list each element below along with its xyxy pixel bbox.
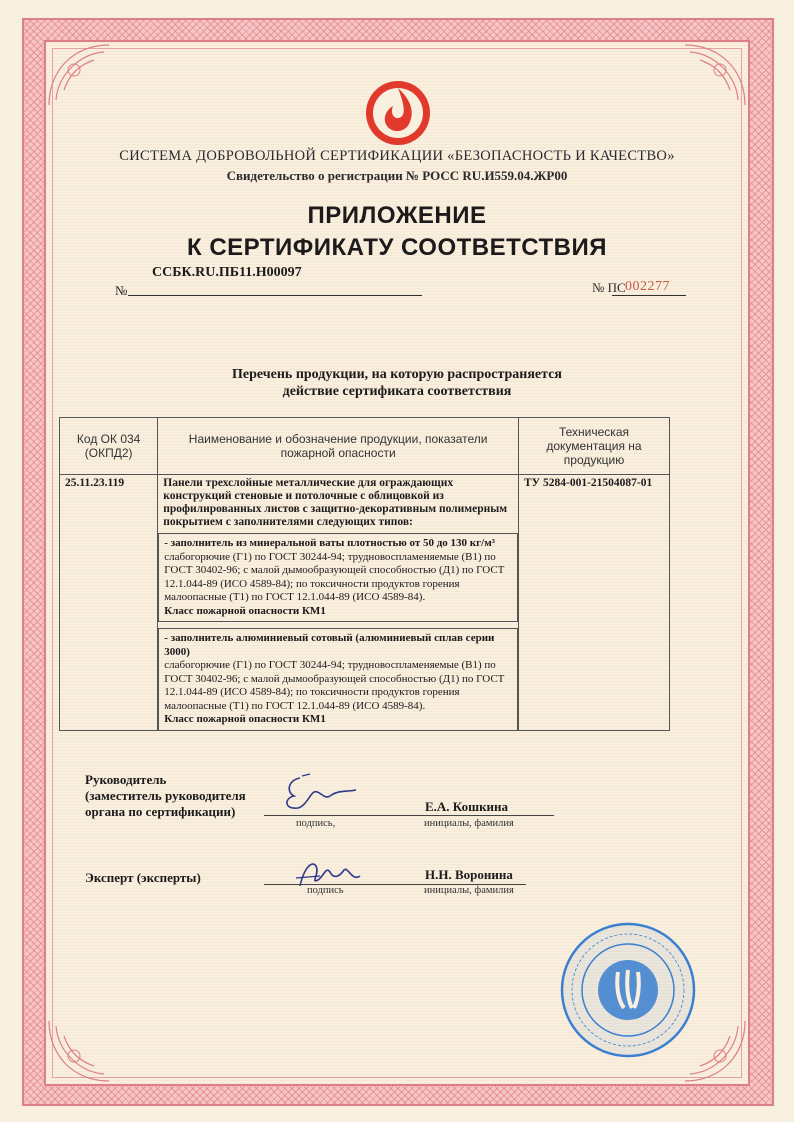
- head-label: [85, 772, 246, 820]
- product-list-title: [0, 366, 794, 400]
- item-title: - заполнитель из минеральной ваты плотностью от 50 до 130 кг/м³: [164, 537, 495, 549]
- initials-caption: инициалы, фамилия: [424, 818, 514, 829]
- org-name: СИСТЕМА ДОБРОВОЛЬНОЙ СЕРТИФИКАЦИИ «БЕЗОПАСНОСТЬ И КАЧЕСТВО»: [119, 148, 675, 164]
- ps-underline: [612, 295, 686, 296]
- item-text: слабогорючие (Г1) по ГОСТ 30244-94; трудновоспламеняемые (В1) по ГОСТ 30402-96; с малой дымообразующей способностью (Д1) по ГОСТ 12.1.044-89 (ИСО 4589-84); по токсичности продуктов горения малоопасные (Т1) по ГОСТ 12.1.044-89 (ИСО 4589-84).: [164, 550, 505, 603]
- certificate-number: ССБК.RU.ПБ11.Н00097: [152, 265, 302, 280]
- head-name: Е.А. Кошкина: [425, 799, 509, 814]
- expert-label: Эксперт (эксперты): [85, 870, 201, 885]
- registration-number: Свидетельство о регистрации № РОСС RU.И559.04.ЖР00: [226, 168, 568, 183]
- signature-caption: подпись: [307, 885, 344, 896]
- number-label: №: [115, 283, 128, 298]
- head-signature-line: [264, 815, 554, 816]
- table-row: [60, 475, 670, 731]
- ps-number: 002277: [625, 279, 670, 294]
- header-code: Код ОК 034 (ОКПД2): [60, 418, 158, 475]
- initials-caption: инициалы, фамилия: [424, 885, 514, 896]
- head-label-line3: органа по сертификации): [85, 804, 236, 819]
- ps-label: № ПС: [592, 280, 626, 295]
- header-name: Наименование и обозначение продукции, показатели пожарной опасности: [158, 418, 519, 475]
- item-text: слабогорючие (Г1) по ГОСТ 30244-94; трудновоспламеняемые (В1) по ГОСТ 30402-96; с малой дымообразующей способностью (Д1) по ГОСТ 12.1.044-89 (ИСО 4589-84); по токсичности продуктов горения малоопасные (Т1) по ГОСТ 12.1.044-89 (ИСО 4589-84).: [164, 659, 505, 712]
- corner-ornament-icon: [44, 1016, 114, 1086]
- list-item: [158, 533, 518, 622]
- head-label-line2: (заместитель руководителя: [85, 788, 246, 803]
- head-label-line1: Руководитель: [85, 772, 167, 787]
- product-table: [59, 417, 670, 731]
- document-subtitle: К СЕРТИФИКАТУ СООТВЕТСТВИЯ: [187, 234, 607, 261]
- corner-ornament-icon: [680, 40, 750, 110]
- tech-doc-value: ТУ 5284-001-21504087-01: [519, 475, 670, 731]
- corner-ornament-icon: [44, 40, 114, 110]
- okpd-code: 25.11.23.119: [60, 475, 158, 731]
- number-underline: [128, 295, 422, 296]
- product-description: [158, 475, 519, 731]
- item-class: Класс пожарной опасности КМ1: [164, 604, 326, 617]
- product-list-title-line2: действие сертификата соответствия: [282, 384, 512, 399]
- head-signature-icon: [280, 770, 360, 814]
- fire-safety-logo-icon: [363, 78, 433, 148]
- document-title: ПРИЛОЖЕНИЕ: [307, 202, 487, 229]
- list-item: [158, 628, 518, 730]
- product-list-title-line1: Перечень продукции, на которую распространяется: [232, 367, 562, 382]
- signature-caption: подпись,: [296, 818, 336, 829]
- item-title: - заполнитель алюминиевый сотовый (алюминиевый сплав серии 3000): [164, 632, 495, 658]
- certification-stamp-icon: [558, 920, 698, 1060]
- product-intro: Панели трехслойные металлические для ограждающих конструкций стеновые и потолочные с облицовкой из профилированных листов с защитно-декоративным полимерным покрытием с заполнителями следующих типов:: [163, 477, 508, 528]
- item-class: Класс пожарной опасности КМ1: [164, 713, 326, 725]
- table-header-row: [60, 418, 670, 475]
- header-tech-doc: Техническая документация на продукцию: [519, 418, 670, 475]
- expert-name: Н.Н. Воронина: [425, 867, 513, 882]
